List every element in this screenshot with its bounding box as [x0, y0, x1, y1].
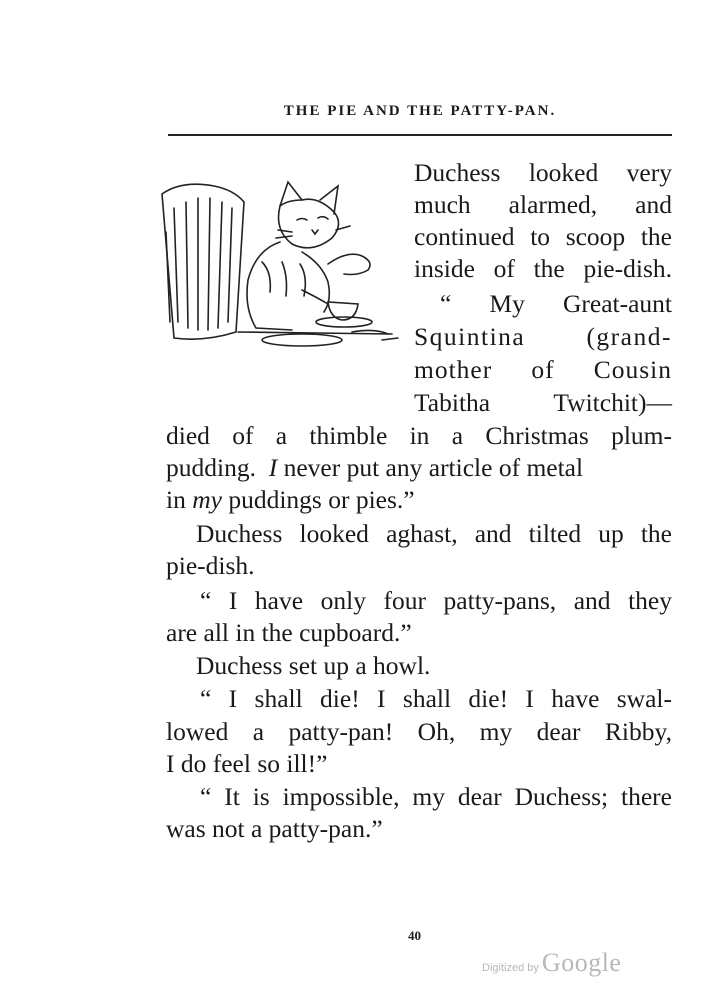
text-line: I do feel so ill!” — [166, 749, 328, 778]
text-line: are all in the cupboard.” — [166, 618, 412, 647]
watermark-prefix: Digitized by — [482, 962, 539, 974]
text-line: continued to scoop the — [414, 222, 672, 251]
emphasis-text: I — [268, 453, 278, 482]
text-line — [166, 451, 672, 484]
text-line: mother of Cousin — [414, 355, 672, 384]
text-line: “ I have only four patty-pans, and they — [200, 586, 672, 615]
text-line: Tabitha Twitchit)— — [414, 388, 672, 417]
text-fragment: in — [166, 485, 186, 514]
text-line: inside of the pie-dish. — [414, 254, 672, 283]
text-fragment: puddings or pies.” — [228, 485, 415, 514]
header-rule — [168, 134, 672, 136]
text-line: “ My Great-aunt — [440, 289, 672, 318]
emphasis-text: my — [192, 485, 222, 514]
text-line — [166, 483, 672, 516]
text-line: died of a thimble in a Christmas plum- — [166, 421, 672, 450]
text-line: lowed a patty-pan! Oh, my dear Ribby, — [166, 717, 672, 746]
text-line: “ I shall die! I shall die! I have swal- — [200, 684, 672, 713]
text-line: Duchess set up a howl. — [196, 651, 431, 680]
cat-at-table-illustration — [152, 172, 402, 354]
watermark — [482, 948, 621, 978]
text-line: pie-dish. — [166, 551, 255, 580]
text-line: was not a patty-pan.” — [166, 814, 383, 843]
text-fragment: never put any article of metal — [283, 453, 584, 482]
watermark-brand: Google — [541, 948, 622, 977]
running-header: THE PIE AND THE PATTY-PAN. — [283, 103, 557, 119]
page-number: 40 — [408, 928, 421, 943]
text-line: Duchess looked very — [414, 158, 672, 187]
text-line: much alarmed, and — [414, 190, 672, 219]
text-line: Duchess looked aghast, and tilted up the — [196, 519, 672, 548]
text-line: Squintina (grand- — [414, 322, 672, 351]
text-line: “ It is impossible, my dear Duchess; there — [200, 782, 672, 811]
text-fragment: pudding. — [166, 453, 256, 482]
